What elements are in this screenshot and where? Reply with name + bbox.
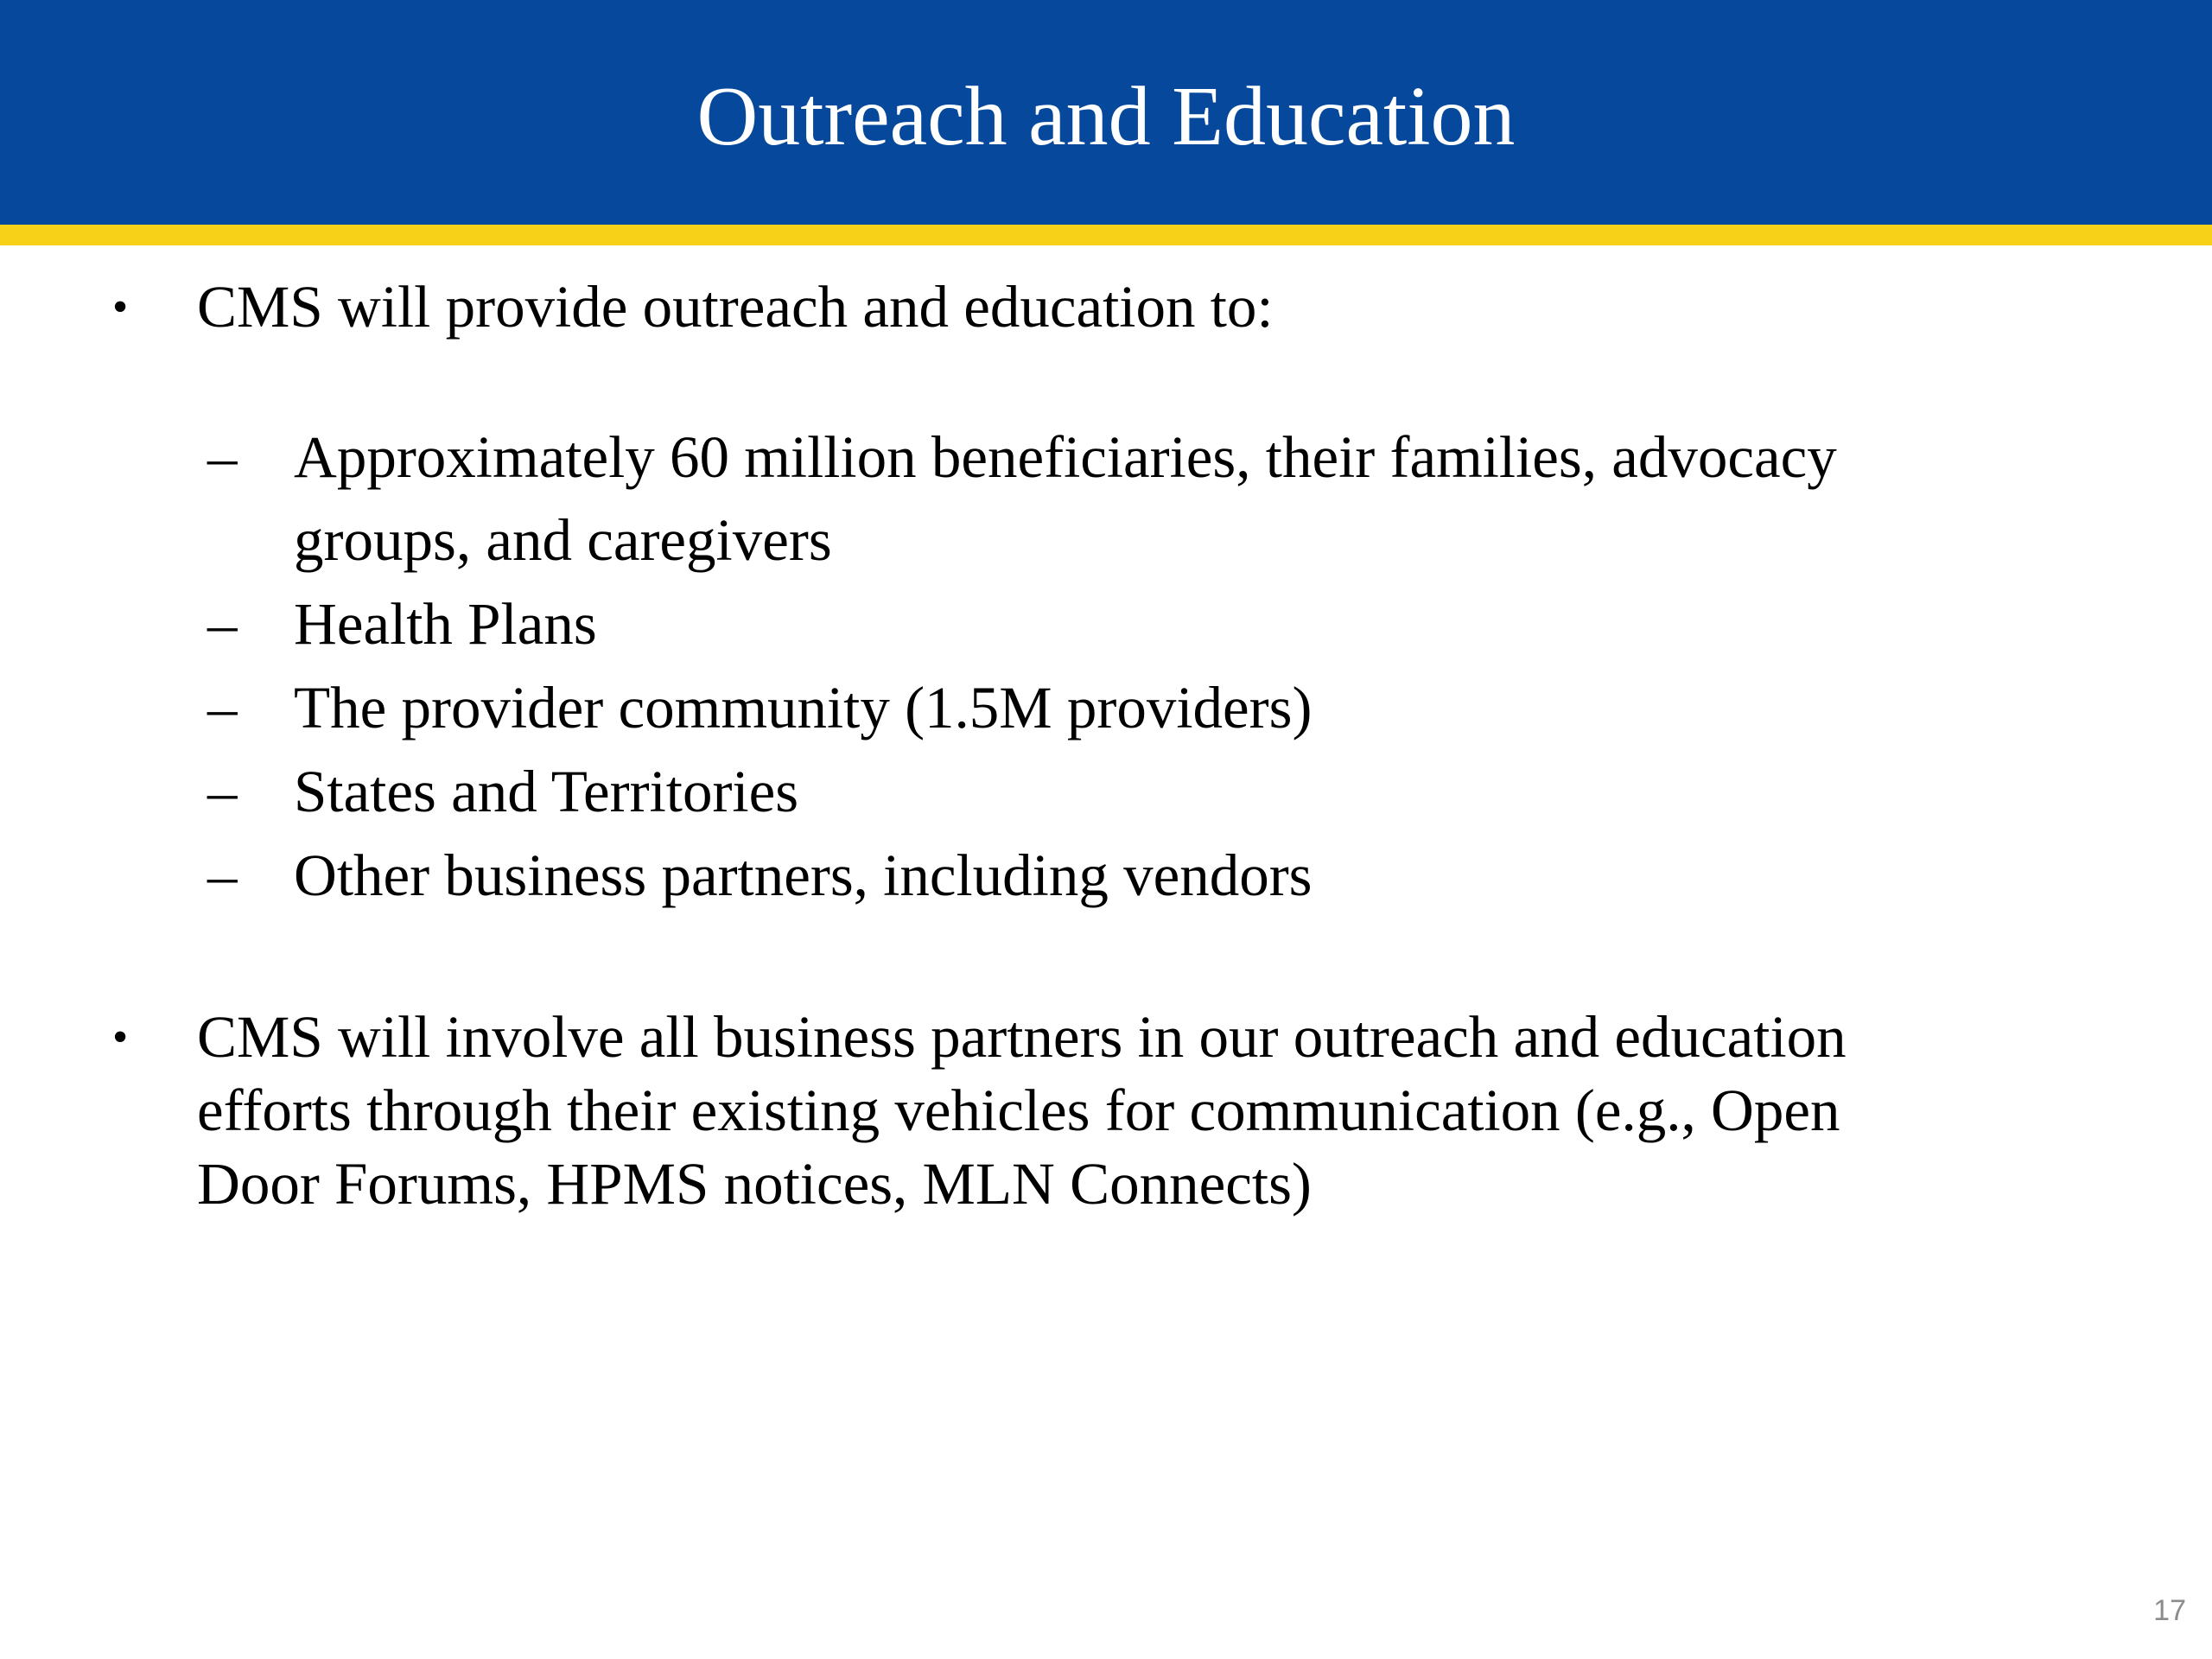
subitem-text: Health Plans (294, 591, 597, 657)
bullet-marker: • (112, 283, 129, 332)
subitem-marker: – (207, 675, 238, 741)
page-number: 17 (2153, 1594, 2186, 1627)
subitem-marker: – (207, 424, 238, 490)
subitem-marker: – (207, 591, 238, 657)
subitem-text: Approximately 60 million beneficiaries, their families, advocacy (294, 424, 1837, 490)
bullet-text-continued: efforts through their existing vehicles for communication (e.g., Open (197, 1077, 1840, 1143)
subitem-marker: – (207, 759, 238, 824)
subitem-text: Other business partners, including vendors (294, 842, 1313, 908)
subitem-text: States and Territories (294, 759, 799, 824)
subitem-text-continued: groups, and caregivers (294, 507, 832, 573)
bullet-text-continued: Door Forums, HPMS notices, MLN Connects) (197, 1151, 1312, 1217)
subitem-marker: – (207, 842, 238, 908)
subitem-text: The provider community (1.5M providers) (294, 675, 1313, 741)
bullet-text: CMS will involve all business partners in our outreach and education (197, 1004, 1847, 1070)
bullet-marker: • (112, 1013, 129, 1062)
bullet-text: CMS will provide outreach and education to: (197, 274, 1274, 340)
slide-title: Outreach and Education (696, 70, 1516, 163)
